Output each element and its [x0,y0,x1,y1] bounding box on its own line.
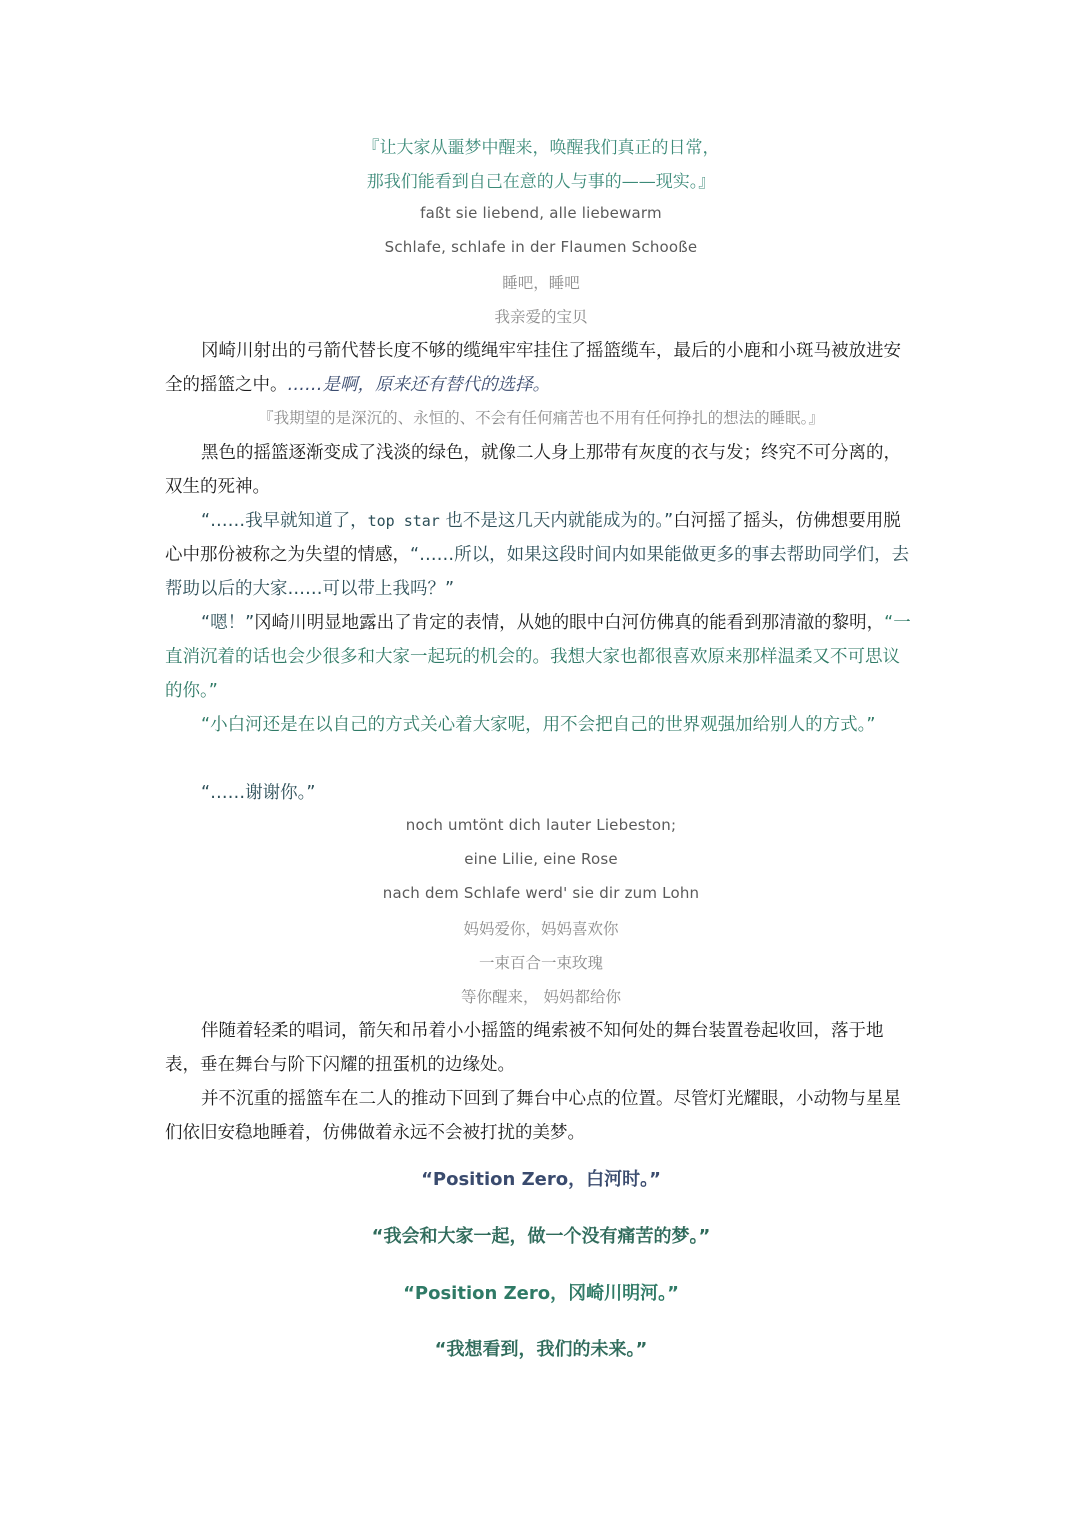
finale-line-2: “我会和大家一起，做一个没有痛苦的梦。” [371,1226,711,1247]
top-quote-line-1: 『让大家从噩梦中醒来，唤醒我们真正的日常， [362,138,720,158]
paragraph-5: “小白河还是在以自己的方式关心着大家呢，用不会把自己的世界观强加给别人的方式。” [201,715,876,735]
paragraph-4-narration: 冈崎川明显地露出了肯定的表情，从她的眼中白河仿佛真的能看到那清澈的黎明， [254,613,885,633]
lullaby2-chinese-line-3: 等你醒来， 妈妈都给你 [461,988,621,1006]
paragraph-3-quote-1b: top star [367,512,440,530]
paragraph-3-quote-1a: “……我早就知道了， [201,511,368,531]
paragraph-4-quote-1: “嗯！” [201,613,255,633]
paragraph-7: 伴随着轻柔的唱词，箭矢和吊着小小摇篮的绳索被不知何处的舞台装置卷起收回，落于地表，垂在舞台与阶下闪耀的扭蛋机的边缘处。 [165,1021,884,1075]
lullaby2-german-line-2: eine Lilie, eine Rose [464,850,618,868]
finale-line-4: “我想看到，我们的未来。” [434,1339,648,1360]
paragraph-4 [165,606,917,708]
finale-line-3: “Position Zero，冈崎川明河。” [403,1283,679,1304]
lullaby2-german-line-1: noch umtönt dich lauter Liebeston; [405,816,677,834]
lullaby2-chinese-line-1: 妈妈爱你，妈妈喜欢你 [463,920,619,938]
mid-quote: 『我期望的是深沉的、永恒的、不会有任何痛苦也不用有任何挣扎的想法的睡眠。』 [258,409,824,427]
paragraph-2: 黑色的摇篮逐渐变成了浅淡的绿色，就像二人身上那带有灰度的衣与发；终究不可分离的，双生的死神。 [165,443,901,497]
paragraph-1-text: 冈崎川射出的弓箭代替长度不够的缆绳牢牢挂住了摇篮缆车，最后的小鹿和小斑马被放进安全的摇篮之中。 [165,341,901,395]
paragraph-6: “……谢谢你。” [201,783,316,803]
paragraph-3-quote-2: “……所以，如果这段时间内如果能做更多的事去帮助同学们，去帮助以后的大家……可以带上我吗？” [165,545,910,599]
lullaby2-german-line-3: nach dem Schlafe werd' sie dir zum Lohn [382,884,700,902]
finale-line-1: “Position Zero，白河时。” [421,1169,661,1190]
paragraph-1 [165,334,917,402]
paragraph-3-quote-1c: 也不是这几天内就能成为的。” [439,511,674,531]
paragraph-3-narration: 白河摇了摇头，仿佛想要用脱心中那份被称之为失望的情感， [165,511,901,565]
lullaby-chinese-line-1: 睡吧，睡吧 [502,274,580,292]
lullaby-chinese-line-2: 我亲爱的宝贝 [494,308,588,326]
paragraph-3 [165,504,917,606]
lullaby2-chinese-line-2: 一束百合一束玫瑰 [478,954,603,972]
top-quote-line-2: 那我们能看到自己在意的人与事的——现实。』 [366,172,716,192]
paragraph-1-italic: ……是啊，原来还有替代的选择。 [287,375,550,395]
lullaby-german-line-2: Schlafe, schlafe in der Flaumen Schooße [384,238,698,256]
paragraph-8: 并不沉重的摇篮车在二人的推动下回到了舞台中心点的位置。尽管灯光耀眼，小动物与星星们依旧安稳地睡着，仿佛做着永远不会被打扰的美梦。 [165,1089,901,1143]
lullaby-german-line-1: faßt sie liebend, alle liebewarm [420,204,662,222]
paragraph-4-quote-2: “一直消沉着的话也会少很多和大家一起玩的机会的。我想大家也都很喜欢原来那样温柔又不可思议的你。” [165,613,911,701]
